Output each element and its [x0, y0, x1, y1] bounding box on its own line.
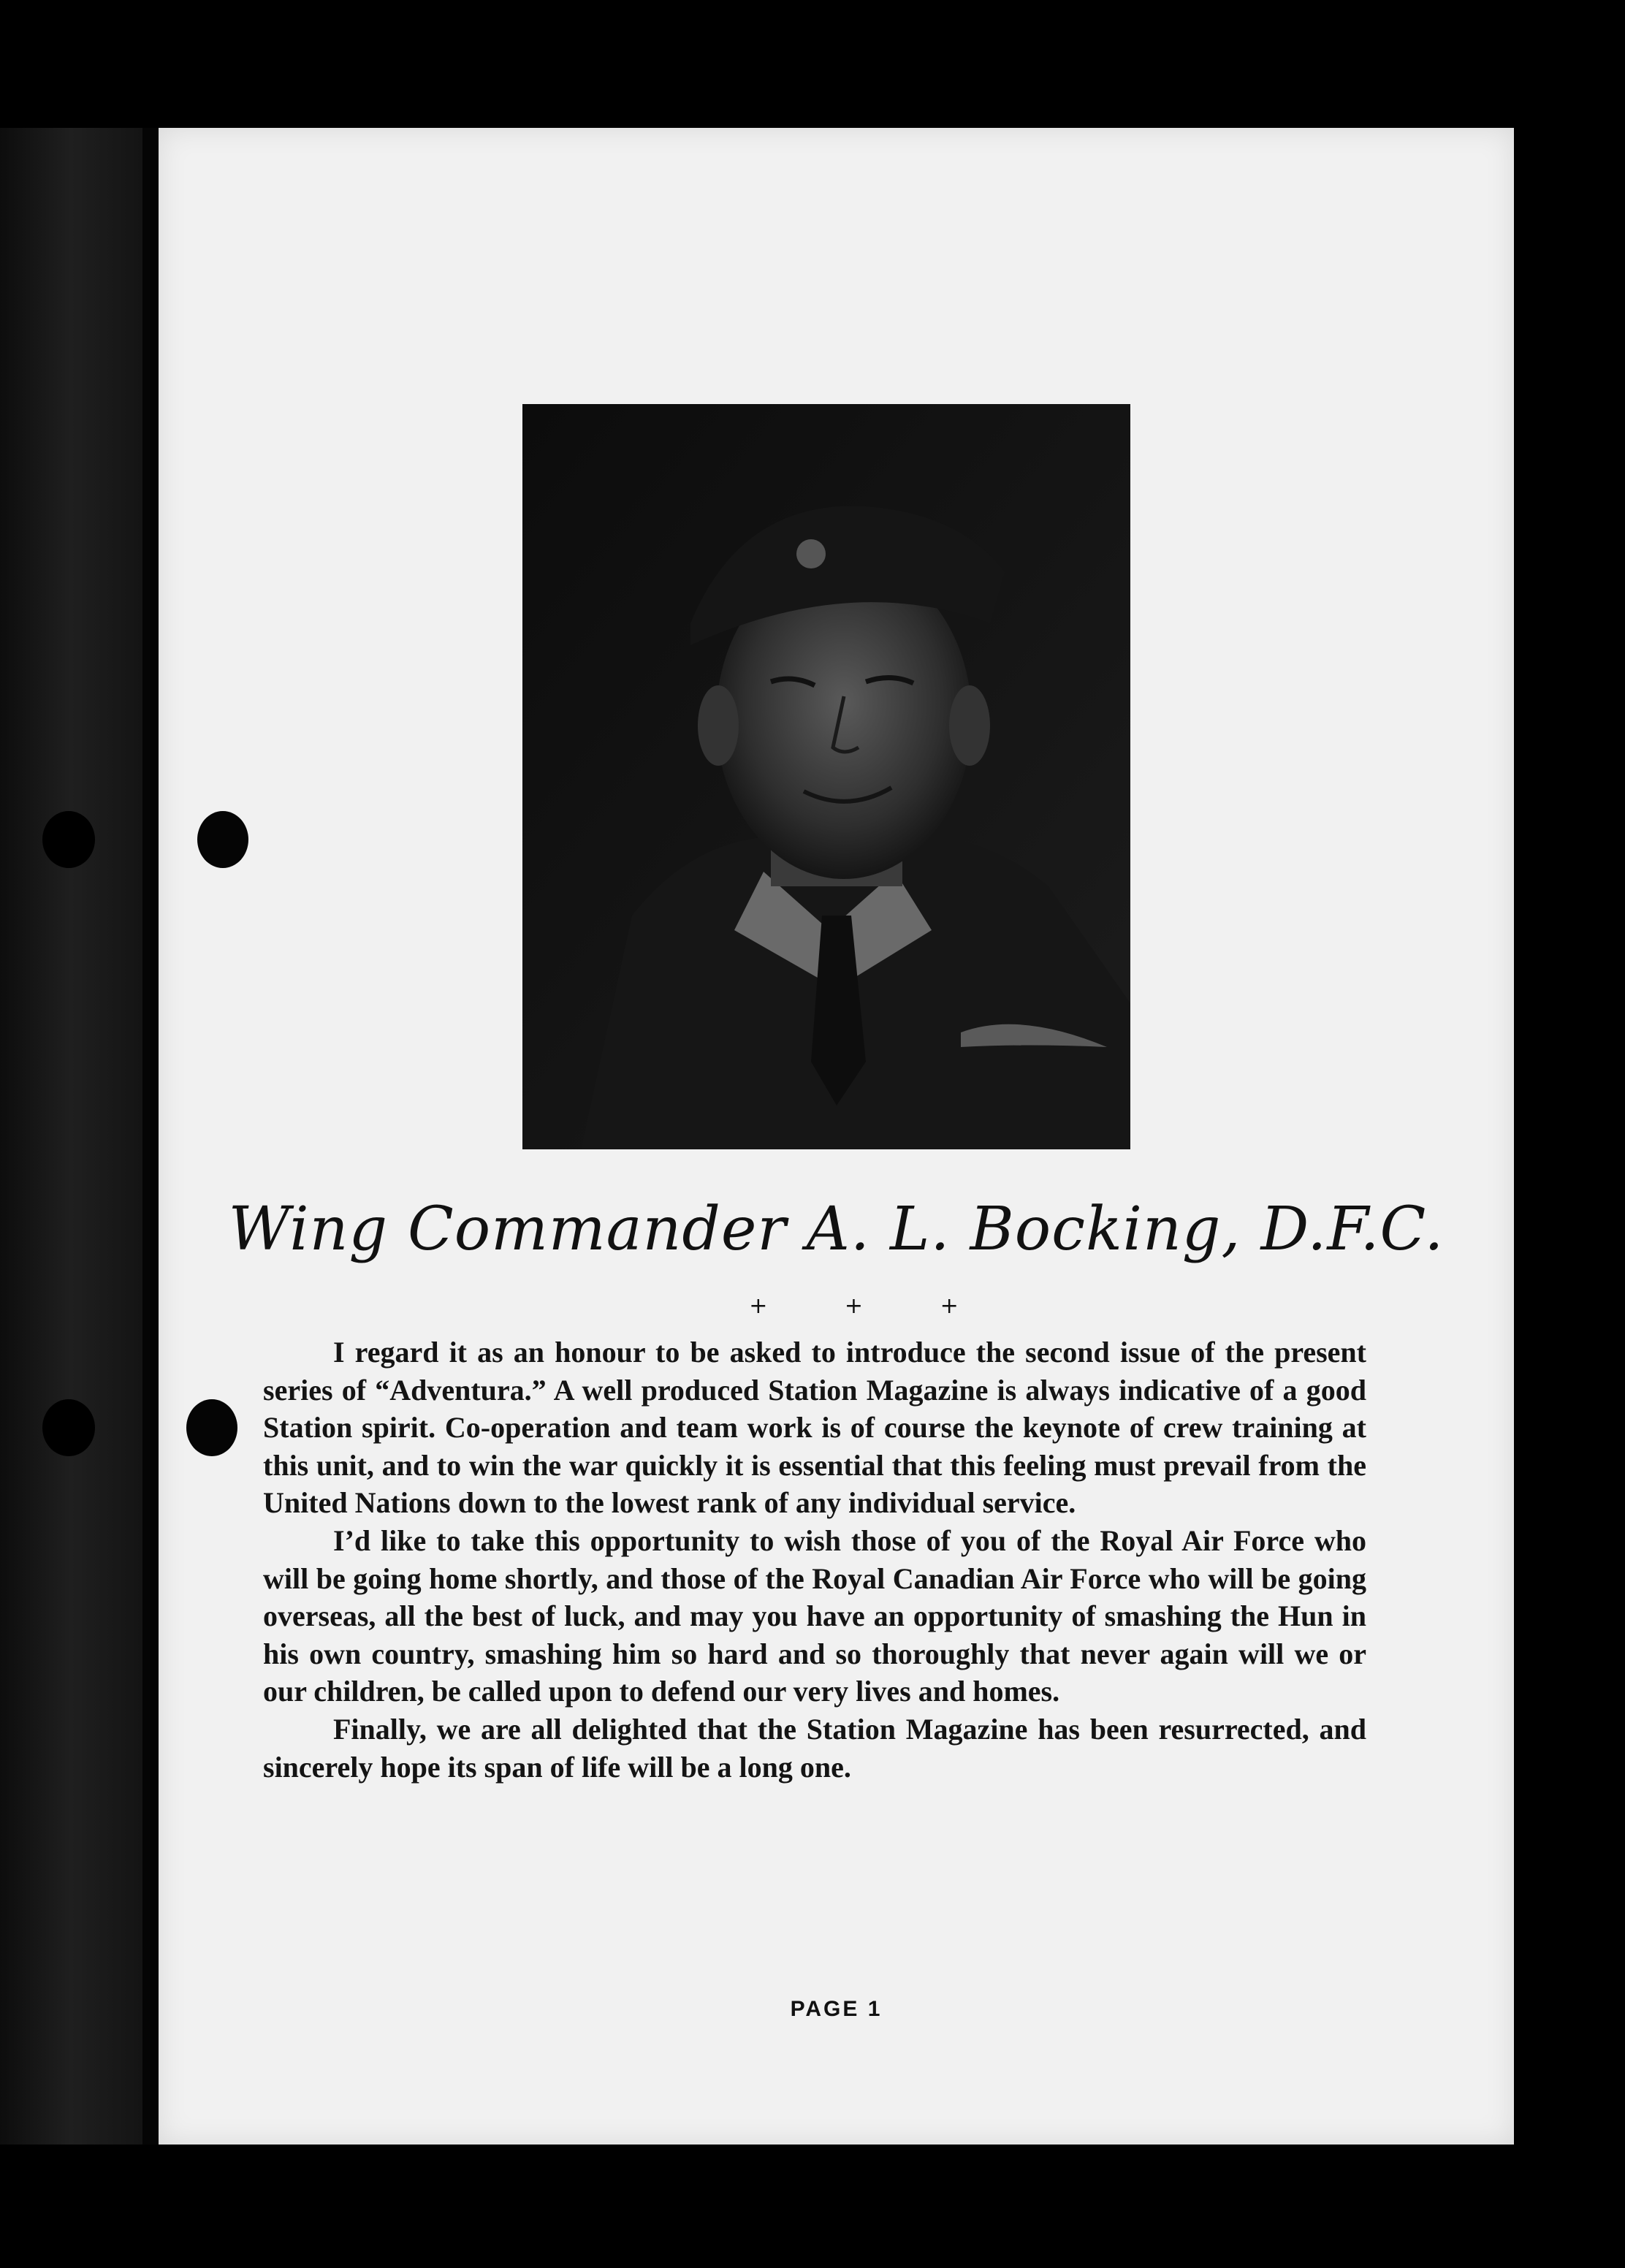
letter-body: [263, 1333, 1366, 1786]
portrait-photo: [522, 404, 1130, 1149]
strip-punch-hole-upper: [42, 811, 95, 868]
heading-ornament: + + +: [749, 1293, 994, 1319]
paragraph-2: I’d like to take this opportunity to wish those of you of the Royal Air Force who will be going home shortly, and those of the Royal Canadian Air Force who will be going overseas, all the best of luck, and may you have an opportunity of smashing the Hun in his own country, smashing him so hard and so thoroughly that never again will we or our children, be called upon to defend our very lives and homes.: [263, 1523, 1366, 1708]
paragraph-1: I regard it as an honour to be asked to introduce the second issue of the present series of “Adventura.” A well produced Station Magazine is always indicative of a good Station spirit. Co-operation and team work is of course the keynote of crew training at this unit, and to win the war quickly it is essential that this feeling must prevail from the United Nations down to the lowest rank of any individual service.: [263, 1336, 1366, 1520]
paragraph-3: Finally, we are all delighted that the Station Magazine has been resurrected, and sincerely hope its span of life will be a long one.: [263, 1712, 1366, 1784]
punch-hole-upper: [197, 811, 248, 868]
punch-hole-lower: [186, 1399, 237, 1456]
page-number: PAGE 1: [790, 1997, 883, 2021]
binder-strip-edge: [142, 128, 159, 2145]
binder-strip: [0, 128, 142, 2145]
page-heading: Wing Commander A. L. Bocking, D.F.C.: [228, 1195, 1445, 1264]
strip-punch-hole-lower: [42, 1399, 95, 1456]
magazine-page: [159, 128, 1514, 2145]
